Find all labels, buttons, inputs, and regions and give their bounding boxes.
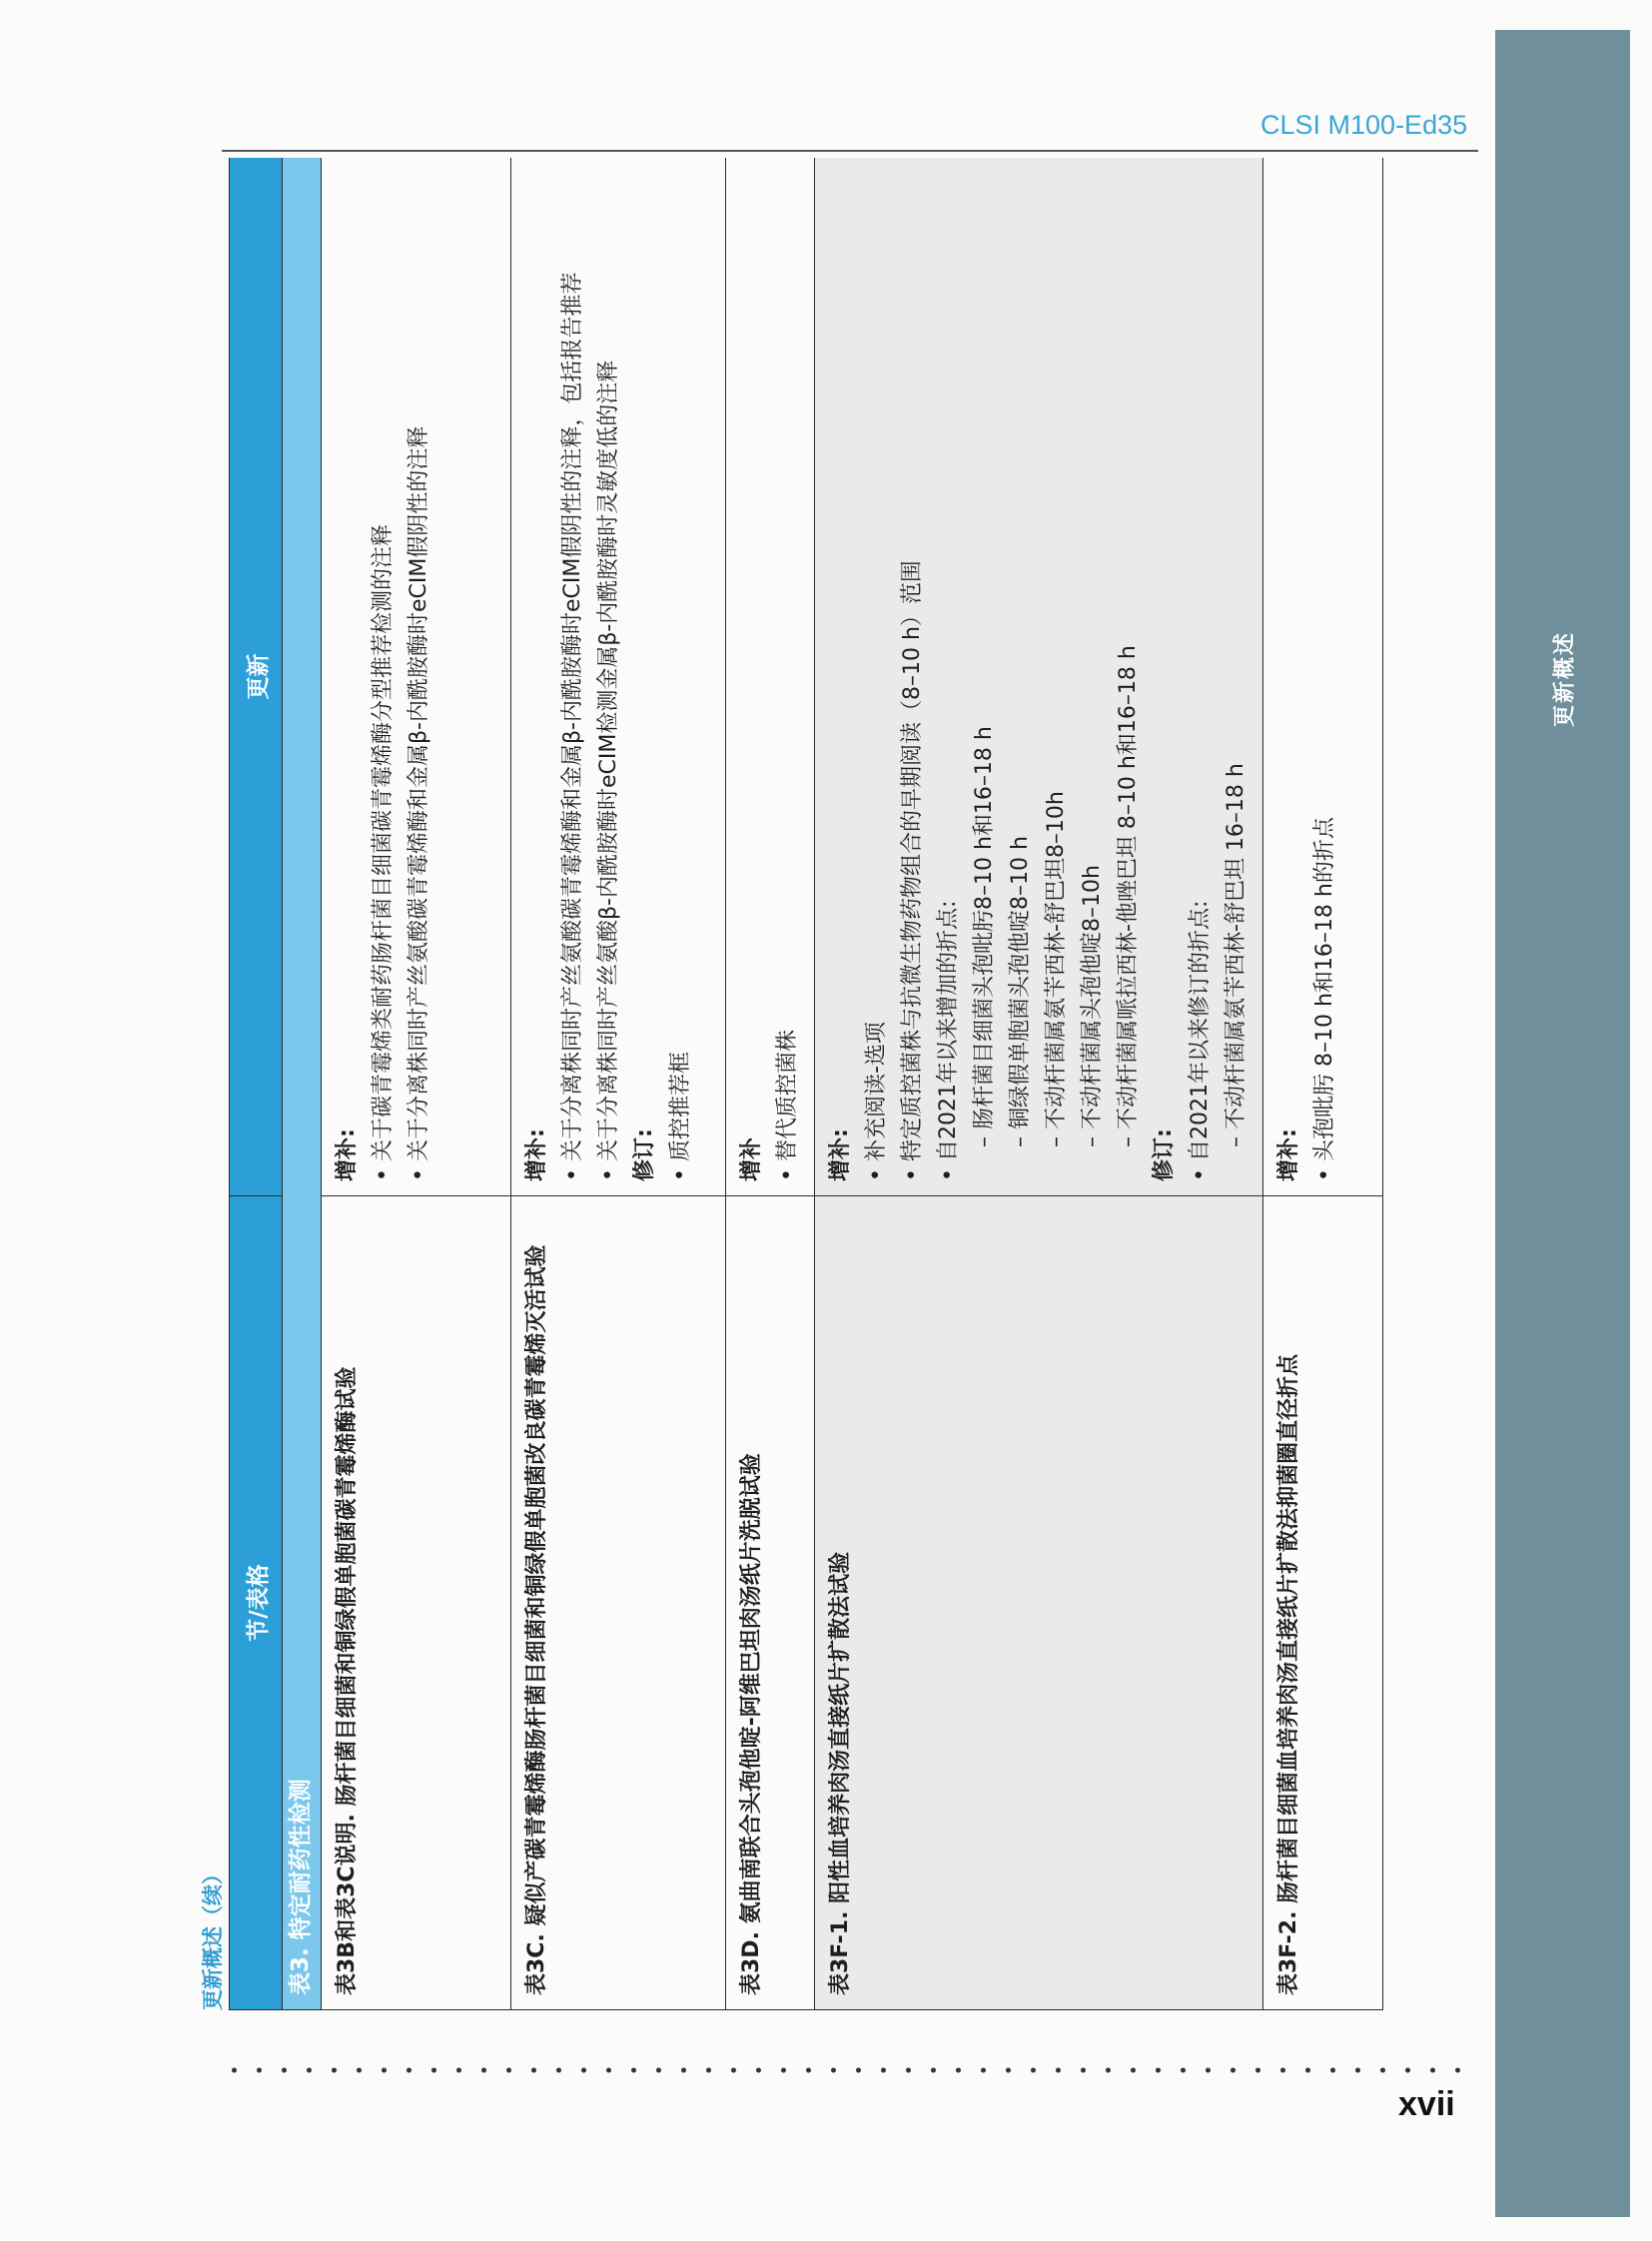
dotted-divider — [222, 2067, 1478, 2073]
table-row — [511, 158, 726, 2010]
update-group-heading: 修订: — [1152, 1128, 1177, 1181]
table-header-row — [230, 158, 283, 2010]
update-group-heading: 增补: — [524, 1128, 549, 1181]
update-subitem: – 肠杆菌目细菌头孢吡肟8–10 h和16–18 h — [967, 172, 1003, 1181]
row-section-name: 表3C. 疑似产碳青霉烯酶肠杆菌目细菌和铜绿假单胞菌改良碳青霉烯灭活试验 — [511, 1196, 726, 2010]
update-item: • 替代质控菌株 — [770, 172, 806, 1181]
table-row — [815, 158, 1263, 2010]
update-item: • 特定质控菌株与抗微生物药物组合的早期阅读（8–10 h）范围 — [895, 172, 931, 1181]
row-section-name: 表3F-2. 肠杆菌目细菌血培养肉汤直接纸片扩散法抑菌圈直径折点 — [1263, 1196, 1383, 2010]
update-item: • 头孢吡肟 8–10 h和16–18 h的折点 — [1307, 172, 1343, 1181]
update-item: • 自2021年以来增加的折点: — [931, 172, 967, 1181]
header-rule — [222, 150, 1478, 152]
table-row — [726, 158, 815, 2010]
column-header-section: 节/表格 — [230, 1196, 283, 2010]
update-item: • 关于分离株同时产丝氨酸碳青霉烯酶和金属β-内酰胺酶时eCIM假阴性的注释 — [402, 172, 437, 1181]
update-item: • 补充阅读-选项 — [859, 172, 895, 1181]
update-group-heading: 增补: — [828, 1128, 853, 1181]
update-subitem: – 不动杆菌属氨苄西林-舒巴坦 16–18 h — [1219, 172, 1254, 1181]
update-subitem: – 不动杆菌属头孢他啶8–10h — [1075, 172, 1111, 1181]
row-updates — [511, 158, 726, 1196]
update-list — [770, 172, 806, 1181]
update-list — [1307, 172, 1343, 1181]
table-row — [1263, 158, 1383, 2010]
row-updates — [322, 158, 511, 1196]
side-tab-label: 更新概述 — [1552, 630, 1578, 728]
row-updates — [1263, 158, 1383, 1196]
section-row — [283, 158, 322, 2010]
update-list — [663, 172, 699, 1181]
update-item: • 关于分离株同时产丝氨酸β-内酰胺酶时eCIM检测金属β-内酰胺酶时灵敏度低的注释 — [591, 172, 627, 1181]
update-group-heading: 增补 — [739, 1136, 764, 1181]
update-group-heading: 修订: — [632, 1128, 657, 1181]
update-list — [366, 172, 437, 1181]
table-body — [283, 158, 1383, 2010]
update-group-heading: 增补: — [1276, 1128, 1301, 1181]
update-item: • 质控推荐框 — [663, 172, 699, 1181]
updates-table — [229, 158, 1383, 2010]
table-row — [322, 158, 511, 2010]
document-code: CLSI M100-Ed35 — [1260, 110, 1468, 140]
update-subitem: – 不动杆菌属氨苄西林-舒巴坦8–10h — [1039, 172, 1075, 1181]
update-item: • 自2021年以来修订的折点: — [1183, 172, 1219, 1181]
update-list — [555, 172, 627, 1181]
update-item: • 关于碳青霉烯类耐药肠杆菌目细菌碳青霉烯酶分型推荐检测的注释 — [366, 172, 402, 1181]
row-section-name: 表3B和表3C说明. 肠杆菌目细菌和铜绿假单胞菌碳青霉烯酶试验 — [322, 1196, 511, 2010]
update-list — [1183, 172, 1254, 1181]
column-header-updates: 更新 — [230, 158, 283, 1196]
row-updates — [726, 158, 815, 1196]
update-list — [859, 172, 1147, 1181]
page-number: xvii — [1398, 2085, 1455, 2123]
row-section-name: 表3D. 氨曲南联合头孢他啶-阿维巴坦肉汤纸片洗脱试验 — [726, 1196, 815, 2010]
running-head: 更新概述（续） — [201, 1864, 225, 2010]
update-subitem: – 铜绿假单胞菌头孢他啶8–10 h — [1003, 172, 1039, 1181]
side-tab-band — [1495, 30, 1630, 2217]
rotated-content — [197, 158, 1455, 2010]
update-group-heading: 增补: — [335, 1128, 360, 1181]
row-section-name: 表3F-1. 阳性血培养肉汤直接纸片扩散法试验 — [815, 1196, 1263, 2010]
update-item: • 关于分离株同时产丝氨酸碳青霉烯酶和金属β-内酰胺酶时eCIM假阴性的注释，包括报告推荐 — [555, 172, 591, 1181]
rotated-table-stage — [197, 158, 1455, 2010]
row-updates — [815, 158, 1263, 1196]
section-title: 表3. 特定耐药性检测 — [283, 158, 322, 2010]
update-subitem: – 不动杆菌属哌拉西林-他唑巴坦 8–10 h和16–18 h — [1111, 172, 1147, 1181]
